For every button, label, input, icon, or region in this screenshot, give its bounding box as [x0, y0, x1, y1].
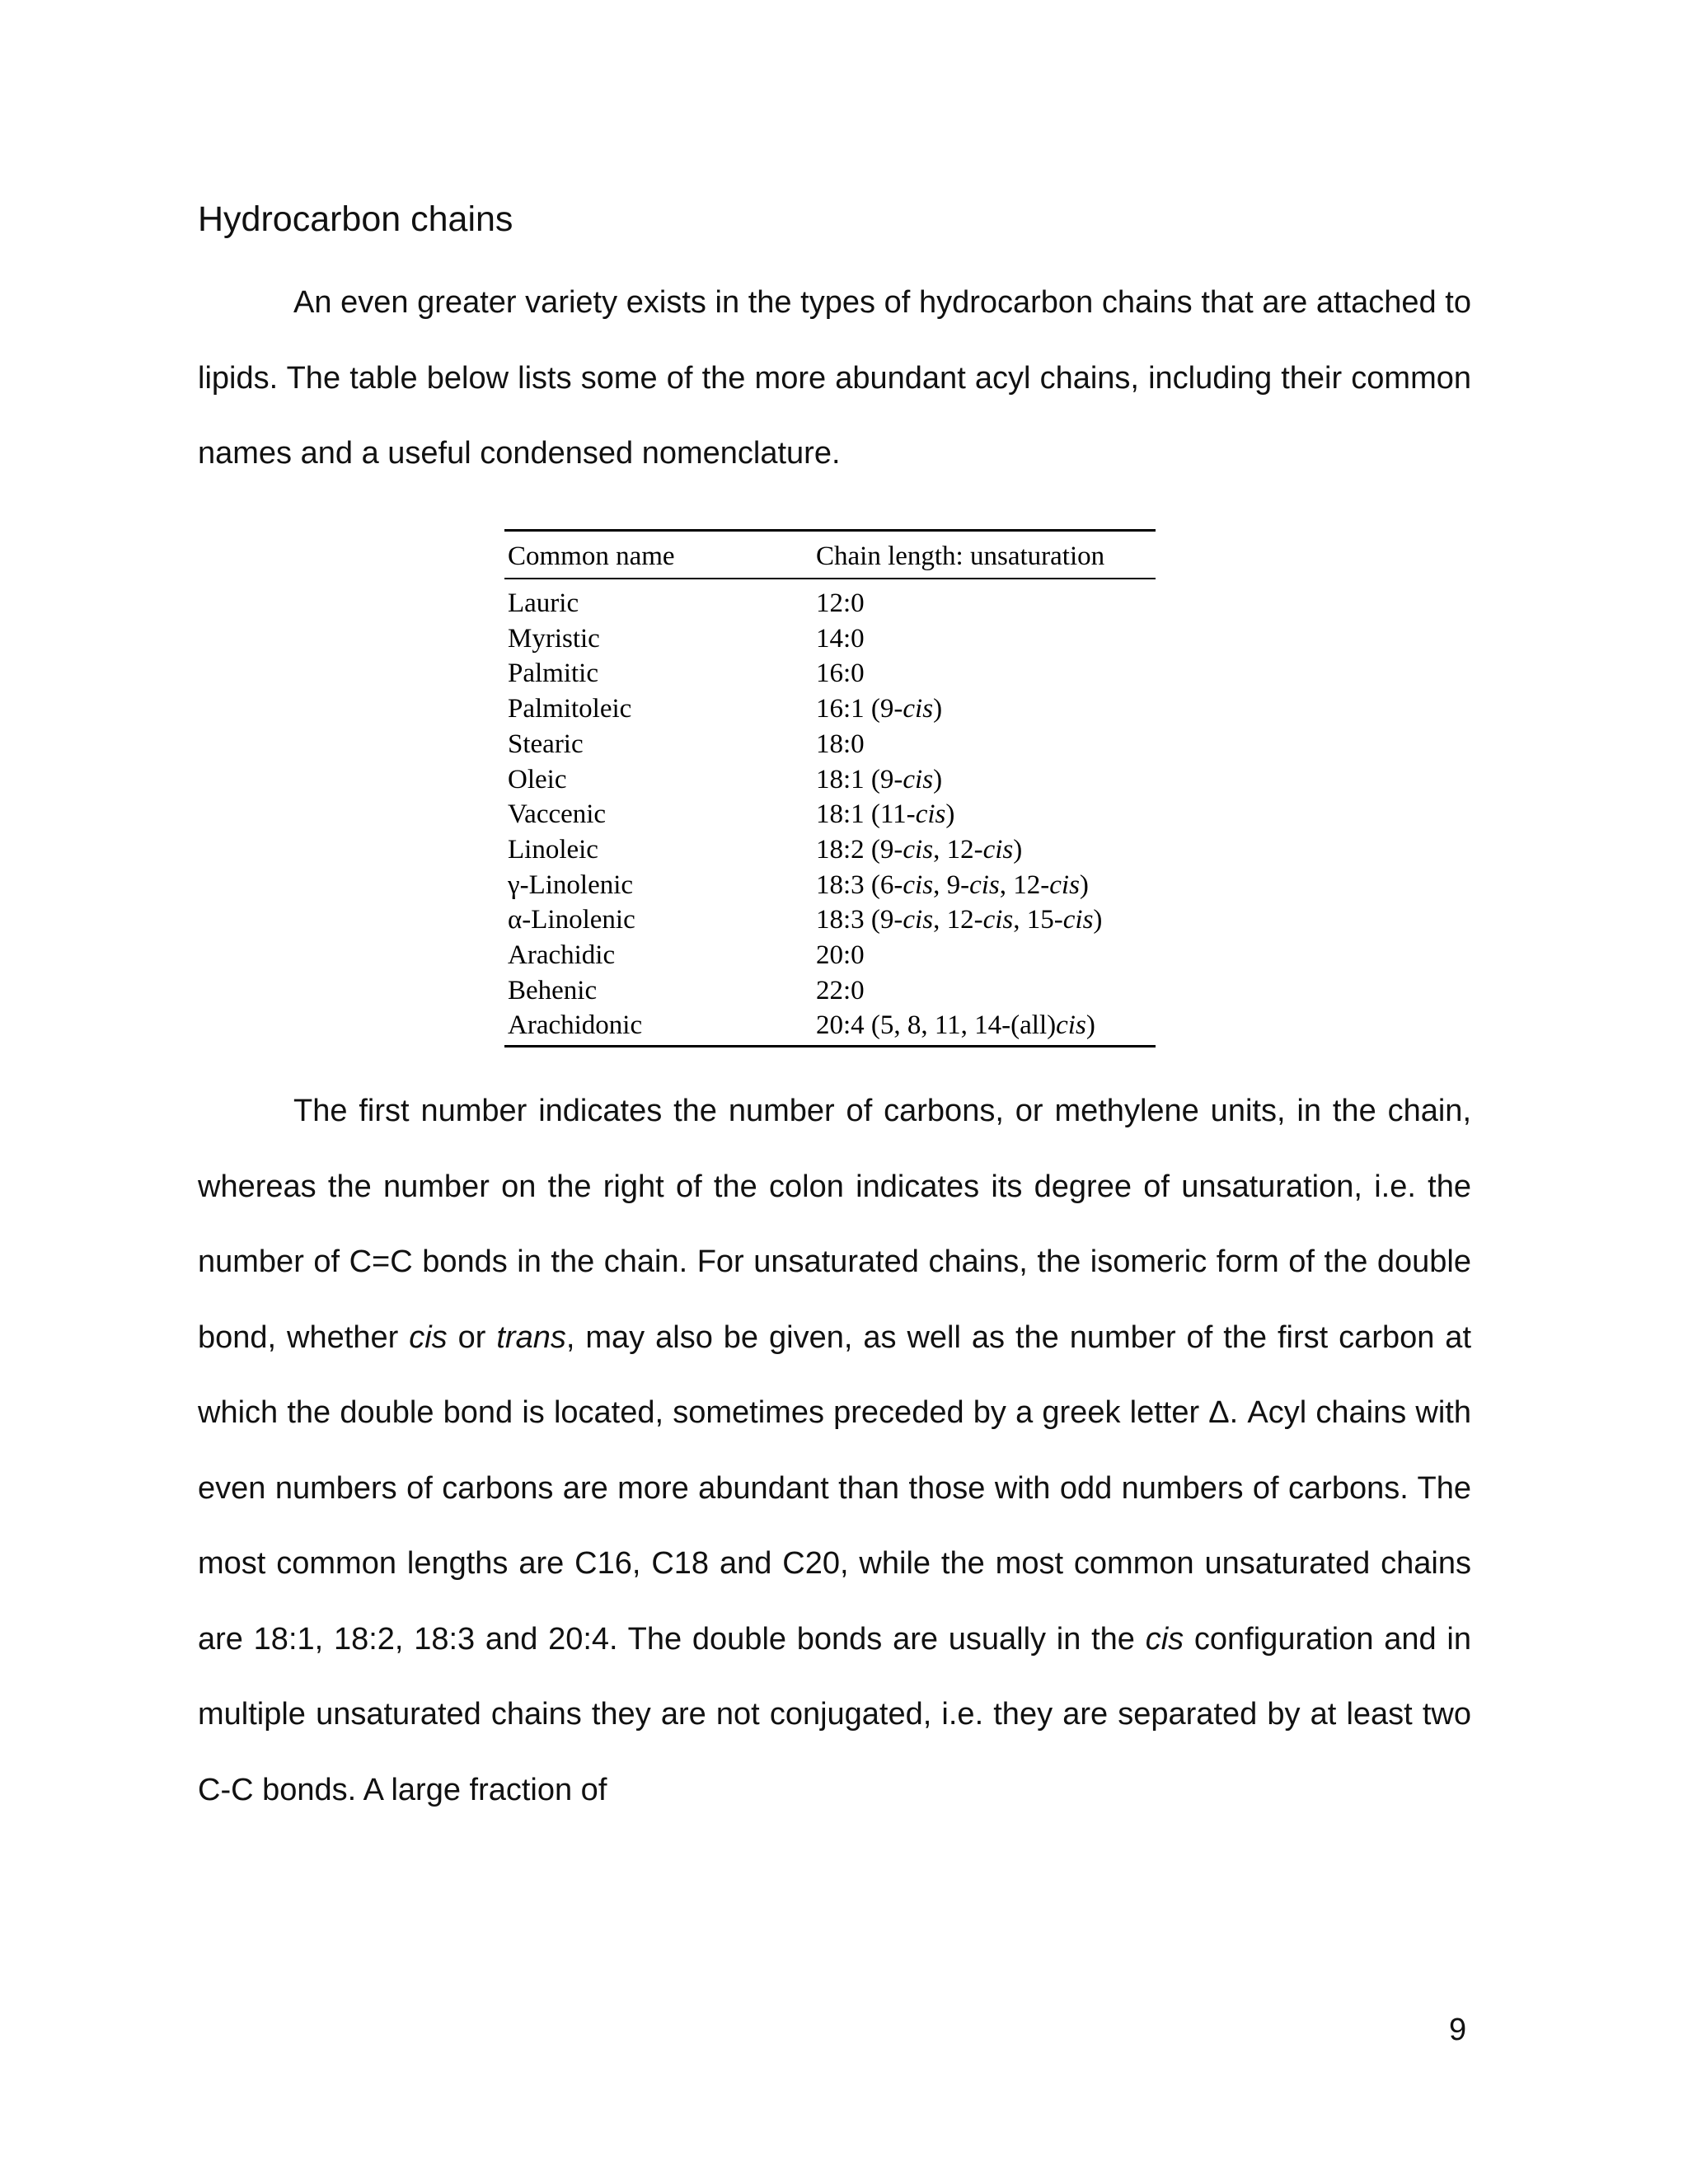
- explanation-text-2: or: [447, 1319, 497, 1355]
- section-heading: Hydrocarbon chains: [198, 199, 513, 239]
- cell-common-name: Vaccenic: [508, 799, 607, 830]
- cell-chain-length: 16:0: [816, 658, 865, 689]
- table-row: [504, 621, 1156, 657]
- table-row: [504, 868, 1156, 903]
- cell-common-name: γ-Linolenic: [508, 869, 634, 900]
- table-row: [504, 579, 1156, 621]
- table-row: [504, 762, 1156, 798]
- table-row: [504, 727, 1156, 762]
- explanation-text-4: configuration and in multiple unsaturated chains they are not conjugated, i.e. they are separated by at least two C-C bonds. A large fraction of: [198, 1621, 1471, 1807]
- cell-common-name: Arachidic: [508, 940, 616, 971]
- cell-common-name: Linoleic: [508, 834, 598, 865]
- explanation-text-3: , may also be given, as well as the number of the first carbon at which the double bond is located, sometimes preceded by a greek letter Δ. Acyl chains with even numbers of carbons are more abundant than those with odd numbers of carbons. The most common lengths are C16, C18 and C20, while the most common unsaturated chains are 18:1, 18:2, 18:3 and 20:4. The double bonds are usually in the: [198, 1319, 1471, 1657]
- term-cis: cis: [409, 1319, 448, 1355]
- term-cis: cis: [1145, 1621, 1184, 1657]
- explanation-paragraph: [198, 1074, 1471, 1828]
- cell-common-name: Behenic: [508, 975, 598, 1005]
- term-trans: trans: [496, 1319, 566, 1355]
- table-header-row: [504, 531, 1156, 579]
- cell-chain-length: 20:4 (5, 8, 11, 14-(all)cis): [816, 1010, 1095, 1041]
- table-body: [504, 579, 1156, 1047]
- cell-common-name: Myristic: [508, 623, 600, 654]
- table-row: [504, 902, 1156, 938]
- cell-common-name: α-Linolenic: [508, 905, 635, 935]
- cell-common-name: Oleic: [508, 764, 567, 794]
- cell-common-name: Arachidonic: [508, 1010, 643, 1041]
- table-row: [504, 1008, 1156, 1046]
- cell-common-name: Lauric: [508, 588, 579, 618]
- cell-chain-length: 22:0: [816, 975, 865, 1005]
- table-row: [504, 832, 1156, 868]
- cell-common-name: Palmitic: [508, 658, 598, 689]
- table-row: [504, 797, 1156, 832]
- page-number: 9: [1449, 2013, 1467, 2047]
- cell-chain-length: 12:0: [816, 588, 865, 618]
- cell-common-name: Palmitoleic: [508, 694, 632, 724]
- table-row: [504, 938, 1156, 973]
- cell-chain-length: 18:3 (9-cis, 12-cis, 15-cis): [816, 905, 1103, 935]
- cell-chain-length: 18:1 (11-cis): [816, 799, 955, 830]
- table-row: [504, 656, 1156, 691]
- explanation-text-1: The first number indicates the number of carbons, or methylene units, in the chain, whereas the number on the right of the colon indicates its degree of unsaturation, i.e. the number of C=C bonds in the chain. For unsaturated chains, the isomeric form of the double bond, whether: [198, 1094, 1471, 1355]
- cell-common-name: Stearic: [508, 729, 584, 759]
- header-chain-length: Chain length: unsaturation: [813, 531, 1156, 579]
- table-row: [504, 973, 1156, 1009]
- cell-chain-length: 18:3 (6-cis, 9-cis, 12-cis): [816, 869, 1089, 900]
- cell-chain-length: 18:2 (9-cis, 12-cis): [816, 834, 1023, 865]
- table-row: [504, 691, 1156, 727]
- cell-chain-length: 18:0: [816, 729, 865, 759]
- cell-chain-length: 16:1 (9-cis): [816, 694, 943, 724]
- acyl-chains-table: [504, 529, 1156, 1047]
- header-common-name: Common name: [504, 531, 813, 579]
- cell-chain-length: 14:0: [816, 623, 865, 654]
- intro-paragraph-text: An even greater variety exists in the types of hydrocarbon chains that are attached to lipids. The table below lists some of the more abundant acyl chains, including their common names and a useful condensed nomenclature.: [198, 285, 1471, 471]
- cell-chain-length: 18:1 (9-cis): [816, 764, 943, 794]
- cell-chain-length: 20:0: [816, 940, 865, 971]
- intro-paragraph: [198, 265, 1471, 492]
